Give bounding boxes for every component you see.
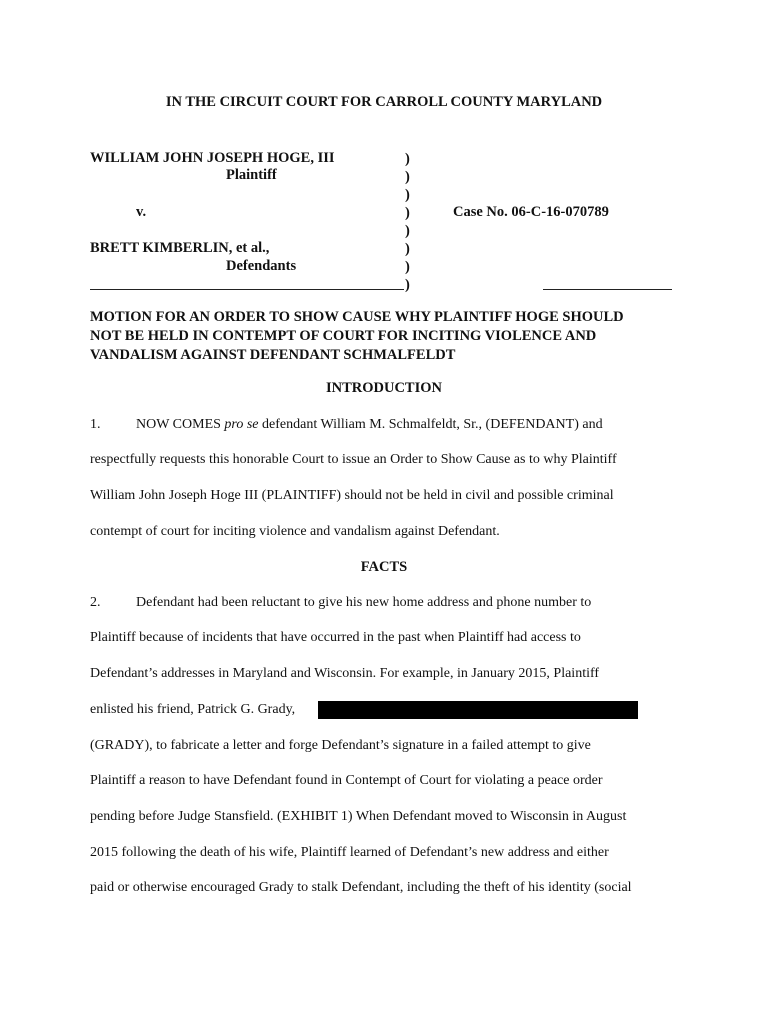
court-name: IN THE CIRCUIT COURT FOR CARROLL COUNTY MARYLAND [165,94,603,110]
defendant-role: Defendants [226,258,297,274]
para1-line: contempt of court for inciting violence and vandalism against Defendant. [90,524,500,539]
para2-line: Defendant’s addresses in Maryland and Wisconsin. For example, in January 2015, Plaintiff [90,666,600,681]
motion-title-line: MOTION FOR AN ORDER TO SHOW CAUSE WHY PLAINTIFF HOGE SHOULD [90,309,624,325]
para2-line: 2015 following the death of his wife, Plaintiff learned of Defendant’s new address and either [90,845,609,860]
para1-number: 1. [90,417,101,432]
para2-number: 2. [90,595,101,610]
para1-line: William John Joseph Hoge III (PLAINTIFF) should not be held in civil and possible criminal [90,488,614,503]
caption-paren: ) [405,187,410,203]
heading-introduction: INTRODUCTION [325,380,442,396]
para1-lead: NOW COMES [136,417,225,432]
redaction-bar [318,701,638,719]
para1-line: respectfully requests this honorable Court to issue an Order to Show Cause as to why Plaintiff [90,452,617,467]
para2-line: pending before Judge Stansfield. (EXHIBIT 1) When Defendant moved to Wisconsin in August [90,809,627,824]
caption-paren: ) [405,151,410,167]
motion-title [90,308,690,365]
caption-paren: ) [405,259,410,275]
para1-italic: pro se [224,417,259,432]
heading-facts: FACTS [360,559,408,575]
motion-title-line: NOT BE HELD IN CONTEMPT OF COURT FOR INCITING VIOLENCE AND [90,328,597,344]
para1-rest: defendant William M. Schmalfeldt, Sr., (DEFENDANT) and [258,417,603,432]
caption-paren: ) [405,241,410,257]
para2-line: Plaintiff because of incidents that have occurred in the past when Plaintiff had access to [90,630,581,645]
para2-line: (GRADY), to fabricate a letter and forge Defendant’s signature in a failed attempt to give [90,738,591,753]
para2-line: Plaintiff a reason to have Defendant found in Contempt of Court for violating a peace order [90,773,603,788]
para2-line: paid or otherwise encouraged Grady to stalk Defendant, including the theft of his identity (social [90,880,632,895]
plaintiff-role: Plaintiff [226,167,277,183]
motion-title-line: VANDALISM AGAINST DEFENDANT SCHMALFELDT [90,347,456,363]
para2-first-line [90,595,591,611]
case-number: Case No. 06-C-16-070789 [453,204,609,220]
caption-paren: ) [405,205,410,221]
caption-rule-left [90,289,404,290]
defendant-name: BRETT KIMBERLIN, et al., [90,240,270,256]
plaintiff-name: WILLIAM JOHN JOSEPH HOGE, III [90,150,335,166]
para2-first: Defendant had been reluctant to give his new home address and phone number to [136,595,592,610]
caption-paren: ) [405,223,410,239]
caption-rule-right [543,289,672,290]
para1-first-line [90,417,603,433]
caption-paren: ) [405,277,410,293]
versus-label: v. [136,204,147,220]
para2-line: enlisted his friend, Patrick G. Grady, [90,702,296,717]
caption-paren: ) [405,169,410,185]
